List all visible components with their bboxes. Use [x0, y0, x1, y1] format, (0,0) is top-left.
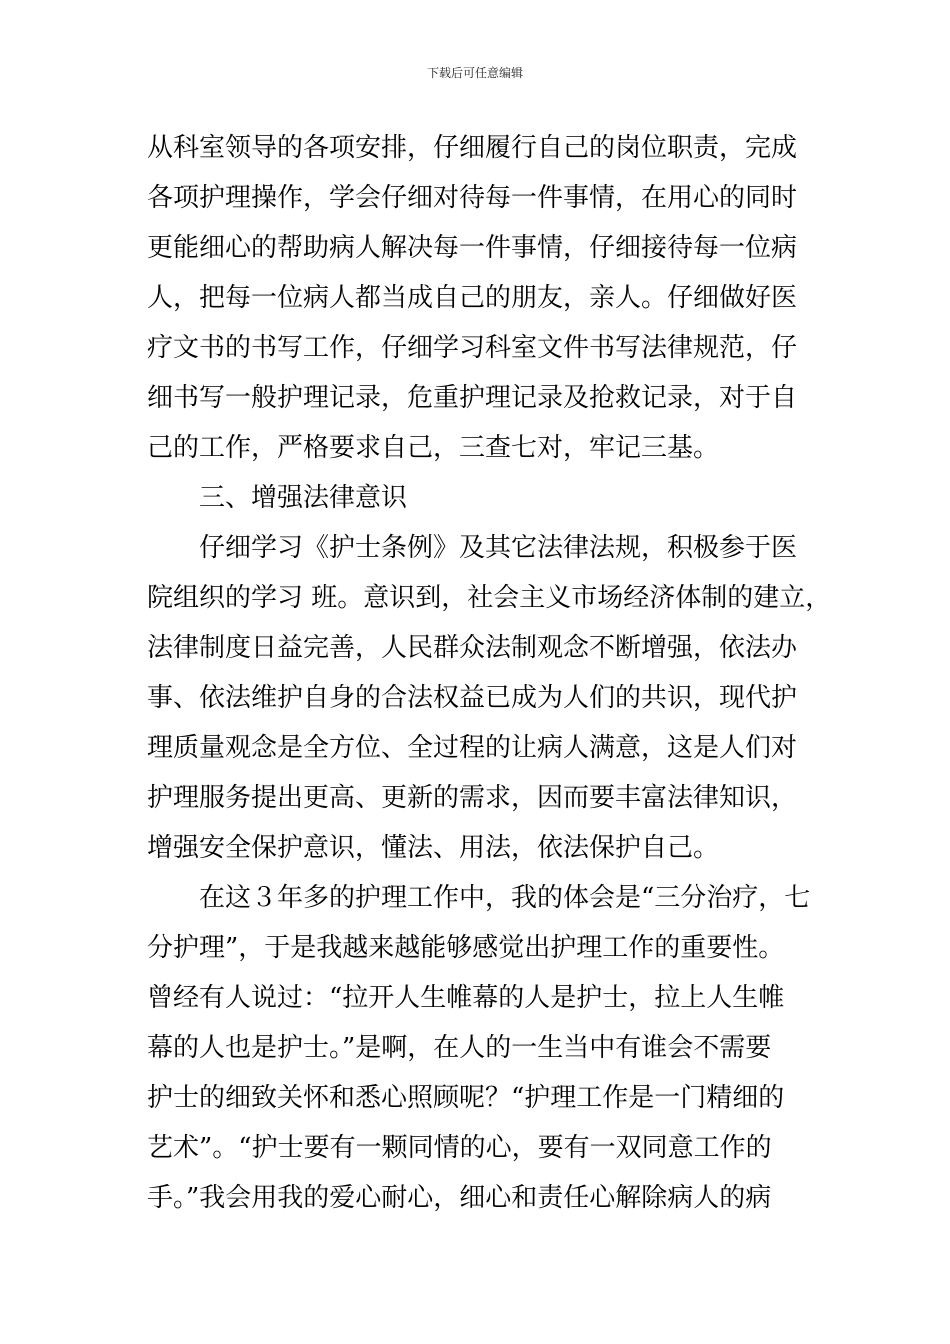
text-line: 事、依法维护自身的合法权益已成为人们的共识，现代护: [147, 683, 798, 713]
paragraph-first-line: 在这３年多的护理工作中，我的体会是“三分治疗，七: [199, 883, 811, 913]
text-line: 从科室领导的各项安排，仔细履行自己的岗位职责，完成: [147, 133, 798, 163]
text-line: 分护理”，于是我越来越能够感觉出护理工作的重要性。: [147, 933, 785, 963]
text-line: 增强安全保护意识，懂法、用法，依法保护自己。: [147, 833, 720, 863]
text-line: 细书写一般护理记录，危重护理记录及抢救记录，对于自: [147, 383, 798, 413]
text-line: 疗文书的书写工作，仔细学习科室文件书写法律规范，仔: [147, 333, 798, 363]
text-line: 人，把每一位病人都当成自己的朋友，亲人。仔细做好医: [147, 283, 798, 313]
section-heading: 三、增强法律意识: [199, 483, 408, 513]
text-line: 艺术”。“护士要有一颗同情的心，要有一双同意工作的: [147, 1133, 772, 1163]
text-line: 各项护理操作，学会仔细对待每一件事情，在用心的同时: [147, 183, 798, 213]
text-line: 己的工作，严格要求自己，三查七对，牢记三基。: [147, 433, 720, 463]
text-line: 理质量观念是全方位、全过程的让病人满意，这是人们对: [147, 733, 798, 763]
text-line: 曾经有人说过：“拉开人生帷幕的人是护士，拉上人生帷: [147, 983, 785, 1013]
text-line: 护理服务提出更高、更新的需求，因而要丰富法律知识，: [147, 783, 798, 813]
paragraph-first-line: 仔细学习《护士条例》及其它法律法规，积极参于医: [199, 533, 798, 563]
text-line: 院组织的学习 班。意识到，社会主义市场经济体制的建立，: [147, 583, 832, 613]
text-line: 法律制度日益完善，人民群众法制观念不断增强，依法办: [147, 633, 798, 663]
text-line: 手。”我会用我的爱心耐心，细心和责任心解除病人的病: [147, 1183, 772, 1213]
page-header: 下载后可任意编辑: [426, 66, 523, 80]
text-line: 幕的人也是护士。”是啊，在人的一生当中有谁会不需要: [147, 1033, 772, 1063]
text-line: 护士的细致关怀和悉心照顾呢？“护理工作是一门精细的: [147, 1083, 785, 1113]
text-line: 更能细心的帮助病人解决每一件事情，仔细接待每一位病: [147, 233, 798, 263]
body-text: [147, 123, 832, 1223]
